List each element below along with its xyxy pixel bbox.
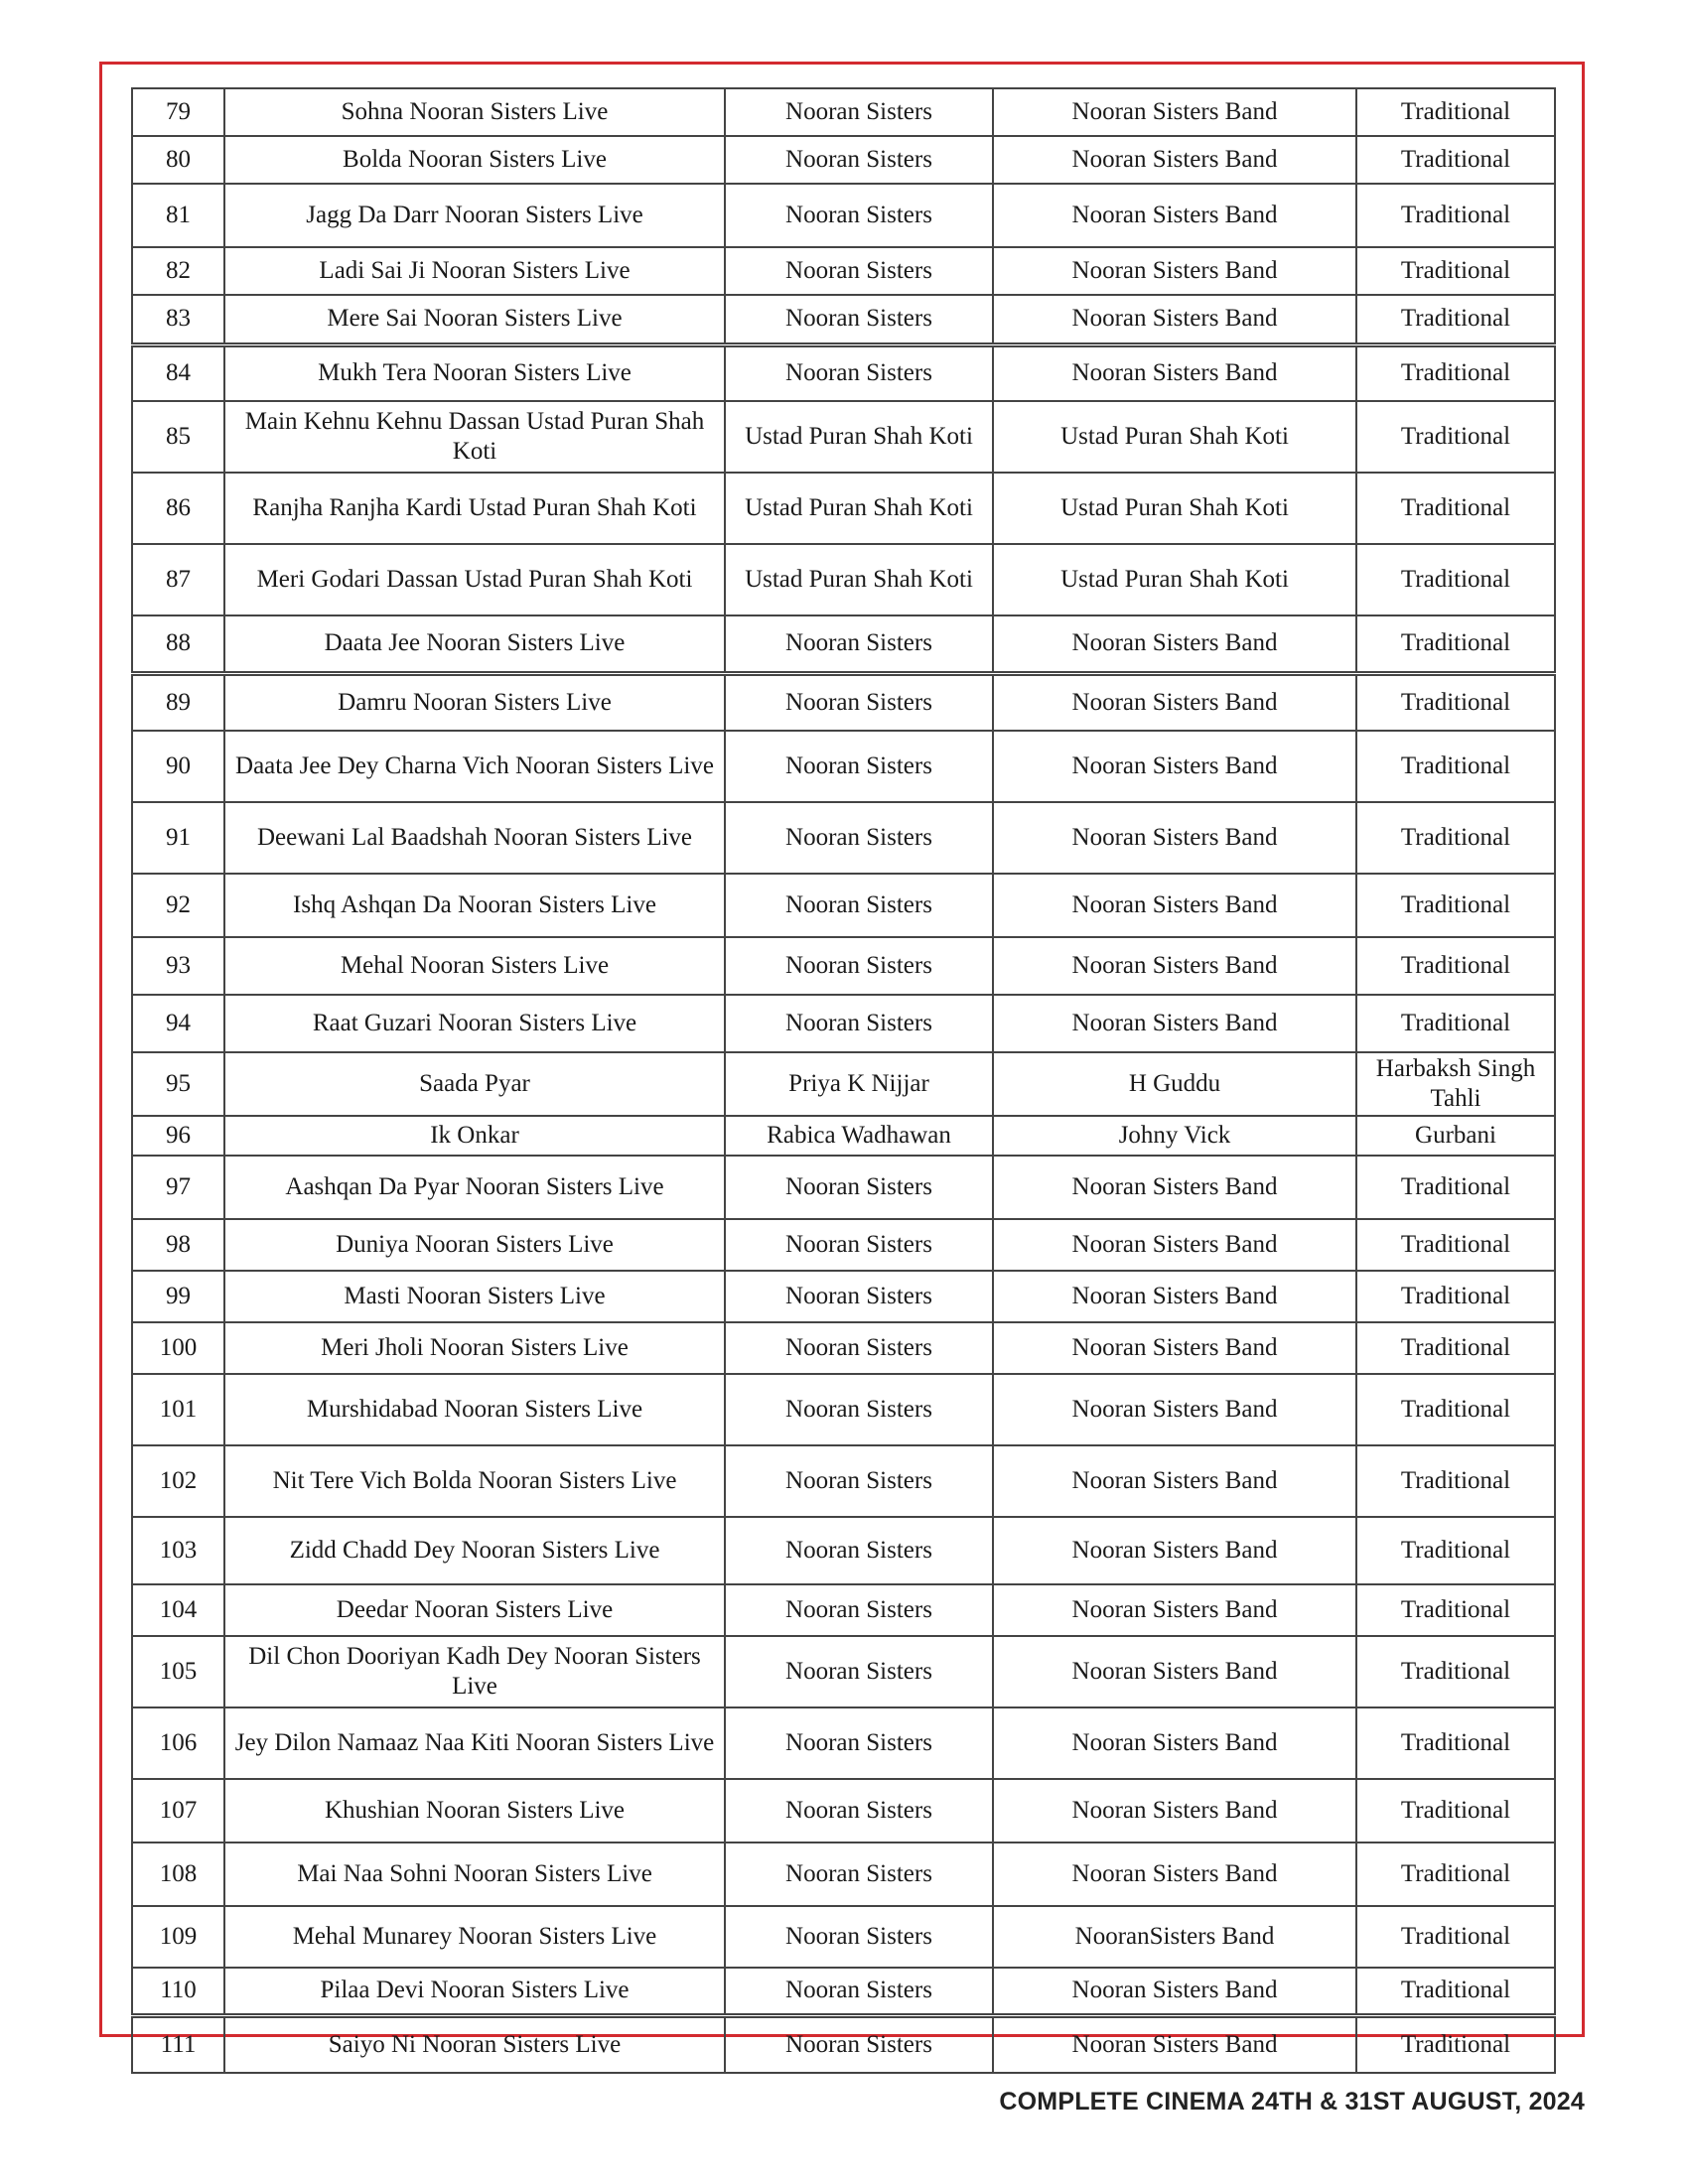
row-number: 99: [132, 1271, 224, 1322]
table-row: [132, 1906, 1555, 1968]
song-title: Nit Tere Vich Bolda Nooran Sisters Live: [224, 1445, 725, 1517]
music-credit: Nooran Sisters Band: [993, 295, 1356, 344]
table-row: [132, 995, 1555, 1052]
row-number: 106: [132, 1707, 224, 1779]
singer-name: Rabica Wadhawan: [725, 1116, 993, 1156]
row-number: 90: [132, 731, 224, 802]
song-title: Khushian Nooran Sisters Live: [224, 1779, 725, 1843]
row-number: 98: [132, 1219, 224, 1271]
lyrics-credit: Traditional: [1356, 136, 1555, 184]
row-number: 108: [132, 1843, 224, 1906]
table-row: [132, 1636, 1555, 1707]
song-title: Daata Jee Dey Charna Vich Nooran Sisters Live: [224, 731, 725, 802]
table-row: [132, 1374, 1555, 1445]
singer-name: Nooran Sisters: [725, 136, 993, 184]
table-row: [132, 1445, 1555, 1517]
lyrics-credit: Traditional: [1356, 615, 1555, 673]
table-row: [132, 1584, 1555, 1636]
lyrics-credit: Traditional: [1356, 731, 1555, 802]
table-row: [132, 1707, 1555, 1779]
lyrics-credit: Traditional: [1356, 937, 1555, 995]
singer-name: Nooran Sisters: [725, 1219, 993, 1271]
singer-name: Nooran Sisters: [725, 1374, 993, 1445]
row-number: 105: [132, 1636, 224, 1707]
song-title: Daata Jee Nooran Sisters Live: [224, 615, 725, 673]
row-number: 97: [132, 1156, 224, 1219]
table-row: [132, 802, 1555, 874]
song-title: Dil Chon Dooriyan Kadh Dey Nooran Sisters Live: [224, 1636, 725, 1707]
table-row: [132, 401, 1555, 473]
singer-name: Nooran Sisters: [725, 295, 993, 344]
row-number: 82: [132, 247, 224, 295]
music-credit: Nooran Sisters Band: [993, 136, 1356, 184]
music-credit: Nooran Sisters Band: [993, 1584, 1356, 1636]
music-credit: Nooran Sisters Band: [993, 995, 1356, 1052]
table-row: [132, 1517, 1555, 1584]
table-row: [132, 874, 1555, 937]
row-number: 110: [132, 1968, 224, 2015]
row-number: 109: [132, 1906, 224, 1968]
music-credit: Ustad Puran Shah Koti: [993, 473, 1356, 544]
page-footer: COMPLETE CINEMA 24TH & 31ST AUGUST, 2024: [999, 2088, 1585, 2116]
singer-name: Nooran Sisters: [725, 673, 993, 731]
table-row: [132, 136, 1555, 184]
song-title: Damru Nooran Sisters Live: [224, 673, 725, 731]
lyrics-credit: Traditional: [1356, 544, 1555, 615]
lyrics-credit: Traditional: [1356, 88, 1555, 136]
singer-name: Nooran Sisters: [725, 615, 993, 673]
row-number: 111: [132, 2015, 224, 2073]
lyrics-credit: Traditional: [1356, 247, 1555, 295]
song-title: Mere Sai Nooran Sisters Live: [224, 295, 725, 344]
song-title: Deedar Nooran Sisters Live: [224, 1584, 725, 1636]
song-title: Meri Godari Dassan Ustad Puran Shah Koti: [224, 544, 725, 615]
row-number: 96: [132, 1116, 224, 1156]
row-number: 107: [132, 1779, 224, 1843]
singer-name: Nooran Sisters: [725, 937, 993, 995]
music-credit: Nooran Sisters Band: [993, 1779, 1356, 1843]
song-title: Mukh Tera Nooran Sisters Live: [224, 344, 725, 401]
lyrics-credit: Traditional: [1356, 1322, 1555, 1374]
lyrics-credit: Traditional: [1356, 995, 1555, 1052]
singer-name: Nooran Sisters: [725, 247, 993, 295]
song-title: Meri Jholi Nooran Sisters Live: [224, 1322, 725, 1374]
table-row: [132, 88, 1555, 136]
lyrics-credit: Traditional: [1356, 401, 1555, 473]
song-title: Raat Guzari Nooran Sisters Live: [224, 995, 725, 1052]
music-credit: Nooran Sisters Band: [993, 2015, 1356, 2073]
singer-name: Nooran Sisters: [725, 1271, 993, 1322]
song-title: Ranjha Ranjha Kardi Ustad Puran Shah Koti: [224, 473, 725, 544]
singer-name: Nooran Sisters: [725, 2015, 993, 2073]
table-row: [132, 1271, 1555, 1322]
singer-name: Nooran Sisters: [725, 731, 993, 802]
lyrics-credit: Traditional: [1356, 1156, 1555, 1219]
table-row: [132, 1116, 1555, 1156]
music-credit: Ustad Puran Shah Koti: [993, 401, 1356, 473]
song-table-body: [132, 88, 1555, 2073]
song-title: Bolda Nooran Sisters Live: [224, 136, 725, 184]
table-row: [132, 615, 1555, 673]
music-credit: Nooran Sisters Band: [993, 802, 1356, 874]
lyrics-credit: Traditional: [1356, 1374, 1555, 1445]
lyrics-credit: Traditional: [1356, 1584, 1555, 1636]
lyrics-credit: Traditional: [1356, 1906, 1555, 1968]
singer-name: Nooran Sisters: [725, 88, 993, 136]
singer-name: Priya K Nijjar: [725, 1052, 993, 1116]
lyrics-credit: Traditional: [1356, 874, 1555, 937]
row-number: 103: [132, 1517, 224, 1584]
singer-name: Ustad Puran Shah Koti: [725, 401, 993, 473]
song-title: Saada Pyar: [224, 1052, 725, 1116]
singer-name: Ustad Puran Shah Koti: [725, 544, 993, 615]
music-credit: Nooran Sisters Band: [993, 731, 1356, 802]
singer-name: Ustad Puran Shah Koti: [725, 473, 993, 544]
singer-name: Nooran Sisters: [725, 1968, 993, 2015]
song-title: Sohna Nooran Sisters Live: [224, 88, 725, 136]
music-credit: Johny Vick: [993, 1116, 1356, 1156]
lyrics-credit: Traditional: [1356, 1779, 1555, 1843]
lyrics-credit: Traditional: [1356, 473, 1555, 544]
music-credit: Nooran Sisters Band: [993, 1374, 1356, 1445]
singer-name: Nooran Sisters: [725, 802, 993, 874]
song-title: Mehal Munarey Nooran Sisters Live: [224, 1906, 725, 1968]
song-title: Jey Dilon Namaaz Naa Kiti Nooran Sisters Live: [224, 1707, 725, 1779]
row-number: 85: [132, 401, 224, 473]
music-credit: Nooran Sisters Band: [993, 184, 1356, 247]
row-number: 87: [132, 544, 224, 615]
lyrics-credit: Traditional: [1356, 344, 1555, 401]
row-number: 101: [132, 1374, 224, 1445]
lyrics-credit: Traditional: [1356, 1636, 1555, 1707]
music-credit: Nooran Sisters Band: [993, 673, 1356, 731]
music-credit: Nooran Sisters Band: [993, 874, 1356, 937]
table-row: [132, 2015, 1555, 2073]
music-credit: Nooran Sisters Band: [993, 1322, 1356, 1374]
music-credit: Nooran Sisters Band: [993, 1445, 1356, 1517]
lyrics-credit: Traditional: [1356, 1707, 1555, 1779]
song-title: Ladi Sai Ji Nooran Sisters Live: [224, 247, 725, 295]
table-row: [132, 1322, 1555, 1374]
music-credit: Nooran Sisters Band: [993, 1707, 1356, 1779]
music-credit: Nooran Sisters Band: [993, 344, 1356, 401]
row-number: 88: [132, 615, 224, 673]
singer-name: Nooran Sisters: [725, 1906, 993, 1968]
row-number: 89: [132, 673, 224, 731]
table-row: [132, 1052, 1555, 1116]
singer-name: Nooran Sisters: [725, 1843, 993, 1906]
row-number: 92: [132, 874, 224, 937]
music-credit: Nooran Sisters Band: [993, 937, 1356, 995]
singer-name: Nooran Sisters: [725, 1517, 993, 1584]
row-number: 83: [132, 295, 224, 344]
lyrics-credit: Traditional: [1356, 295, 1555, 344]
row-number: 95: [132, 1052, 224, 1116]
singer-name: Nooran Sisters: [725, 344, 993, 401]
table-row: [132, 673, 1555, 731]
singer-name: Nooran Sisters: [725, 1445, 993, 1517]
song-title: Zidd Chadd Dey Nooran Sisters Live: [224, 1517, 725, 1584]
song-title: Mehal Nooran Sisters Live: [224, 937, 725, 995]
lyrics-credit: Harbaksh Singh Tahli: [1356, 1052, 1555, 1116]
music-credit: H Guddu: [993, 1052, 1356, 1116]
song-title: Masti Nooran Sisters Live: [224, 1271, 725, 1322]
table-row: [132, 473, 1555, 544]
lyrics-credit: Traditional: [1356, 1843, 1555, 1906]
song-title: Ishq Ashqan Da Nooran Sisters Live: [224, 874, 725, 937]
table-row: [132, 344, 1555, 401]
lyrics-credit: Traditional: [1356, 1968, 1555, 2015]
row-number: 79: [132, 88, 224, 136]
music-credit: NooranSisters Band: [993, 1906, 1356, 1968]
row-number: 91: [132, 802, 224, 874]
table-row: [132, 184, 1555, 247]
music-credit: Nooran Sisters Band: [993, 1636, 1356, 1707]
song-title: Ik Onkar: [224, 1116, 725, 1156]
table-row: [132, 544, 1555, 615]
row-number: 102: [132, 1445, 224, 1517]
singer-name: Nooran Sisters: [725, 1707, 993, 1779]
song-title: Deewani Lal Baadshah Nooran Sisters Live: [224, 802, 725, 874]
lyrics-credit: Gurbani: [1356, 1116, 1555, 1156]
row-number: 86: [132, 473, 224, 544]
song-title: Mai Naa Sohni Nooran Sisters Live: [224, 1843, 725, 1906]
lyrics-credit: Traditional: [1356, 1517, 1555, 1584]
row-number: 81: [132, 184, 224, 247]
music-credit: Nooran Sisters Band: [993, 1517, 1356, 1584]
song-title: Saiyo Ni Nooran Sisters Live: [224, 2015, 725, 2073]
table-row: [132, 1968, 1555, 2015]
lyrics-credit: Traditional: [1356, 1271, 1555, 1322]
song-title: Pilaa Devi Nooran Sisters Live: [224, 1968, 725, 2015]
table-row: [132, 1219, 1555, 1271]
lyrics-credit: Traditional: [1356, 1219, 1555, 1271]
lyrics-credit: Traditional: [1356, 673, 1555, 731]
singer-name: Nooran Sisters: [725, 1779, 993, 1843]
table-row: [132, 295, 1555, 344]
row-number: 104: [132, 1584, 224, 1636]
music-credit: Nooran Sisters Band: [993, 1271, 1356, 1322]
song-title: Aashqan Da Pyar Nooran Sisters Live: [224, 1156, 725, 1219]
song-title: Duniya Nooran Sisters Live: [224, 1219, 725, 1271]
lyrics-credit: Traditional: [1356, 2015, 1555, 2073]
music-credit: Nooran Sisters Band: [993, 615, 1356, 673]
song-title: Main Kehnu Kehnu Dassan Ustad Puran Shah Koti: [224, 401, 725, 473]
lyrics-credit: Traditional: [1356, 184, 1555, 247]
music-credit: Nooran Sisters Band: [993, 1843, 1356, 1906]
table-row: [132, 1843, 1555, 1906]
row-number: 93: [132, 937, 224, 995]
table-row: [132, 731, 1555, 802]
music-credit: Nooran Sisters Band: [993, 1219, 1356, 1271]
singer-name: Nooran Sisters: [725, 184, 993, 247]
lyrics-credit: Traditional: [1356, 802, 1555, 874]
singer-name: Nooran Sisters: [725, 1636, 993, 1707]
singer-name: Nooran Sisters: [725, 874, 993, 937]
music-credit: Nooran Sisters Band: [993, 88, 1356, 136]
song-table: [131, 87, 1556, 2074]
music-credit: Nooran Sisters Band: [993, 247, 1356, 295]
music-credit: Nooran Sisters Band: [993, 1968, 1356, 2015]
lyrics-credit: Traditional: [1356, 1445, 1555, 1517]
music-credit: Ustad Puran Shah Koti: [993, 544, 1356, 615]
row-number: 84: [132, 344, 224, 401]
song-title: Murshidabad Nooran Sisters Live: [224, 1374, 725, 1445]
row-number: 100: [132, 1322, 224, 1374]
song-title: Jagg Da Darr Nooran Sisters Live: [224, 184, 725, 247]
table-row: [132, 1779, 1555, 1843]
music-credit: Nooran Sisters Band: [993, 1156, 1356, 1219]
singer-name: Nooran Sisters: [725, 1322, 993, 1374]
row-number: 80: [132, 136, 224, 184]
row-number: 94: [132, 995, 224, 1052]
table-row: [132, 937, 1555, 995]
table-row: [132, 247, 1555, 295]
table-row: [132, 1156, 1555, 1219]
singer-name: Nooran Sisters: [725, 1156, 993, 1219]
singer-name: Nooran Sisters: [725, 1584, 993, 1636]
singer-name: Nooran Sisters: [725, 995, 993, 1052]
